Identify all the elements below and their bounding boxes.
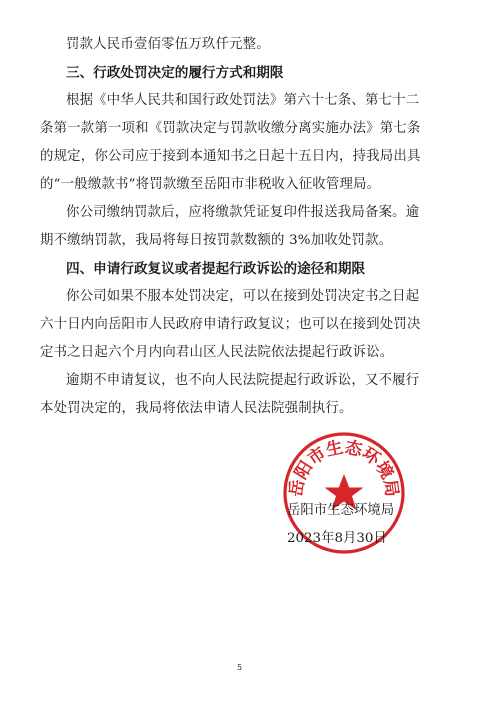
paragraph-line: 条第一款第一项和《罚款决定与罚款收缴分离实施办法》第七条 bbox=[40, 121, 421, 136]
paragraph-line: 定书之日起六个月内向君山区人民法院依法提起行政诉讼。 bbox=[40, 345, 394, 360]
section-heading-3: 三、行政处罚决定的履行方式和期限 bbox=[66, 65, 284, 81]
paragraph-line: 你公司如果不服本处罚决定，可以在接到处罚决定书之日起 bbox=[66, 289, 420, 304]
paragraph-line: 本处罚决定的，我局将依法申请人民法院强制执行。 bbox=[40, 401, 353, 416]
paragraph-line: 期不缴纳罚款，我局将每日按罚款数额的 3%加收处罚款。 bbox=[40, 233, 393, 248]
paragraph-line: 你公司缴纳罚款后，应将缴款凭证复印件报送我局备案。逾 bbox=[66, 205, 420, 220]
paragraph-line: 根据《中华人民共和国行政处罚法》第六十七条、第七十二 bbox=[66, 93, 420, 108]
paragraph-line: 六十日内向岳阳市人民政府申请行政复议；也可以在接到处罚决 bbox=[40, 317, 421, 332]
issue-date: 2023年8月30日 bbox=[287, 531, 387, 546]
paragraph-line: 逾期不申请复议，也不向人民法院提起行政诉讼，又不履行 bbox=[66, 373, 420, 388]
paragraph-line: 的规定，你公司应于接到本通知书之日起十五日内，持我局出具 bbox=[40, 149, 421, 164]
seal-text: 岳阳市生态环境局 bbox=[286, 437, 402, 499]
issuing-organization: 岳阳市生态环境局 bbox=[287, 503, 395, 518]
section-heading-4: 四、申请行政复议或者提起行政诉讼的途径和期限 bbox=[66, 261, 366, 277]
paragraph-line: 的“一般缴款书”将罚款缴至岳阳市非税收入征收管理局。 bbox=[40, 177, 381, 192]
paragraph-line: 罚款人民币壹佰零伍万玖仟元整。 bbox=[66, 37, 270, 52]
page-number: 5 bbox=[237, 663, 243, 672]
